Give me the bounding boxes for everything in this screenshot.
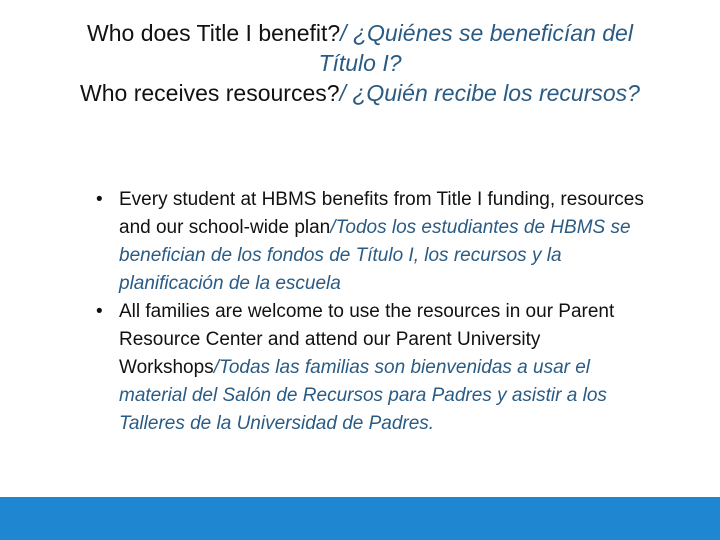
title-question-spanish: / ¿Quiénes se beneficían del Título I?	[318, 20, 633, 76]
bullet-item-students	[96, 186, 652, 298]
footer-bar	[0, 497, 720, 540]
bullet-list	[96, 186, 652, 438]
title-resources-spanish: / ¿Quién recibe los recursos?	[339, 80, 640, 106]
bullet-text-english: All families are welcome to use the resources in our Parent Resource Center and attend our Parent University Workshops	[119, 301, 615, 378]
bullet-marker: •	[96, 301, 103, 322]
bullet-text-english: Every student at HBMS benefits from Title I funding, resources and our school-wide plan	[119, 189, 644, 238]
title-question-english: Who does Title I benefit?	[87, 20, 341, 46]
title-resources-english: Who receives resources?	[80, 80, 340, 106]
title-line-2	[60, 78, 660, 108]
slide-title	[60, 18, 660, 108]
bullet-text-spanish: /Todos los estudiantes de HBMS se benefician de los fondos de Título I, los recursos y la planificación de la escuela	[119, 217, 631, 294]
bullet-marker: •	[96, 189, 103, 210]
bullet-item-families	[96, 298, 652, 438]
title-line-1	[60, 18, 660, 78]
bullet-text-spanish: /Todas las familias son bienvenidas a usar el material del Salón de Recursos para Padres y asistir a los Talleres de la Universidad de Padres.	[119, 357, 607, 434]
